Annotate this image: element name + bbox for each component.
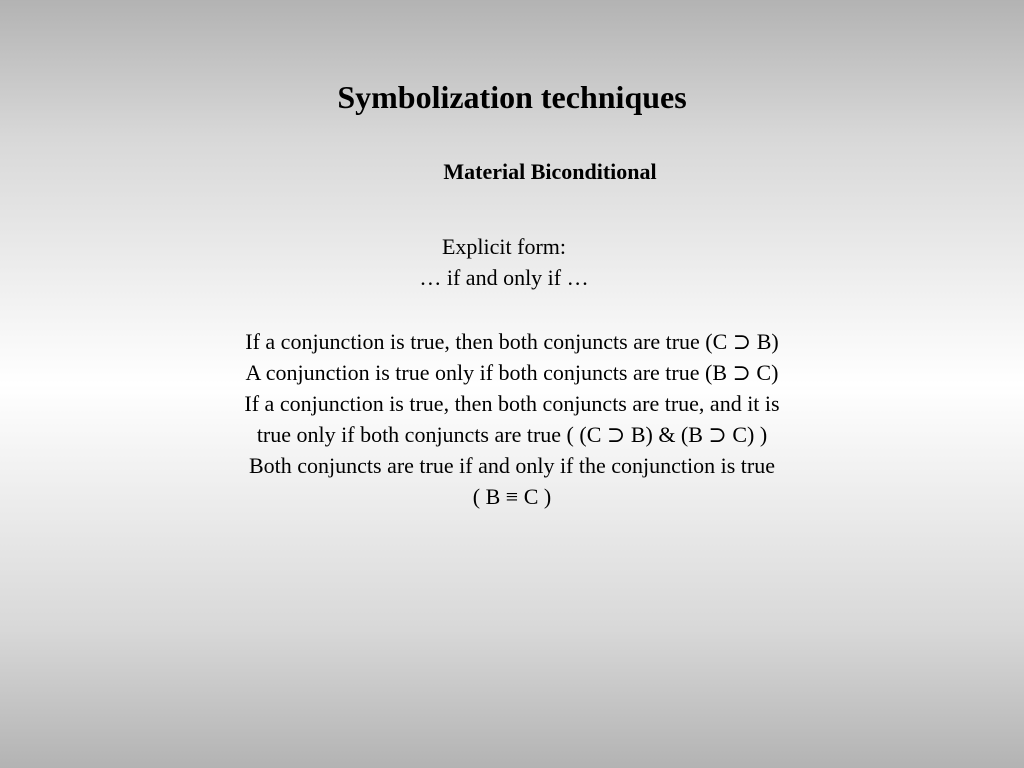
explicit-form-label: Explicit form: — [441, 234, 567, 259]
slide-subtitle: Material Biconditional — [443, 159, 657, 184]
explanation-block — [0, 326, 1024, 512]
explanation-line: If a conjunction is true, then both conjuncts are true (C ⊃ B) — [245, 329, 779, 354]
explanation-line: If a conjunction is true, then both conjuncts are true, and it is — [244, 391, 780, 416]
biconditional-formula: ( B ≡ C ) — [472, 484, 552, 509]
explicit-form-pattern: … if and only if … — [419, 265, 589, 290]
slide-title: Symbolization techniques — [337, 79, 687, 115]
explanation-line: true only if both conjuncts are true ( (C ⊃ B) & (B ⊃ C) ) — [256, 422, 768, 447]
explanation-line: A conjunction is true only if both conjuncts are true (B ⊃ C) — [245, 360, 779, 385]
explanation-line: Both conjuncts are true if and only if the conjunction is true — [248, 453, 776, 478]
explicit-form-block — [0, 231, 1008, 293]
